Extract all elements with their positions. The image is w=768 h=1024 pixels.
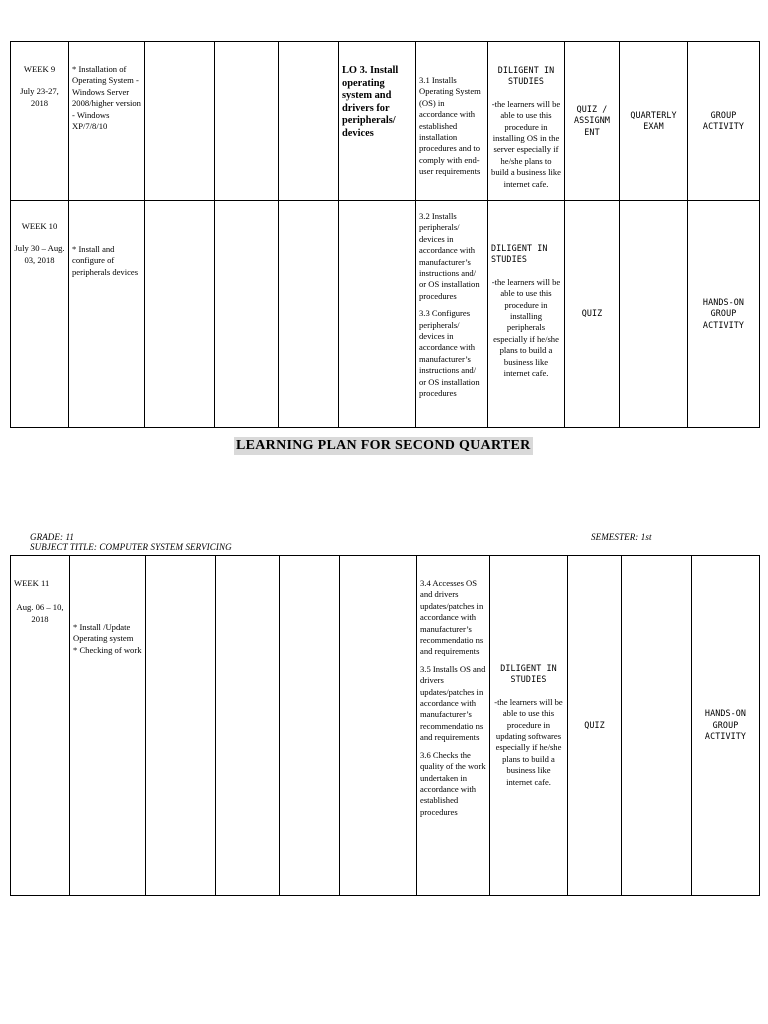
empty-cell [215,201,279,428]
week-label: WEEK 11 [14,578,50,588]
subject-title: SUBJECT TITLE: COMPUTER SYSTEM SERVICING [30,542,232,552]
week-label: WEEK 9 [23,64,56,74]
table-row [11,201,760,428]
activity-cell: HANDS-ON GROUP ACTIVITY [692,556,760,896]
empty-cell [340,556,417,896]
values-title: DILIGENT IN STUDIES [500,662,557,685]
competency-item: 3.3 Configures peripherals/ devices in accordance with manufacturer’s instructions and/ or OS installation procedures [419,308,480,399]
content-item: * Install /Update Operating system [73,622,134,644]
empty-cell [279,201,339,428]
competency-item: 3.4 Accesses OS and drivers updates/patches in accordance with manufacturer’s recommendatio ns and requirements [420,578,484,657]
week-cell [11,201,69,428]
activity-cell: GROUP ACTIVITY [688,42,760,201]
content-cell [70,556,146,896]
values-text: -the learners will be able to use this procedure in updating softwares especially if he/she plans to build a business like internet cafe. [494,696,563,787]
empty-cell [145,201,215,428]
empty-cell [215,42,279,201]
empty-cell [216,556,280,896]
competency-item: 3.2 Installs peripherals/ devices in accordance with manufacturer’s instructions and/ or OS installation procedures [419,211,480,301]
week-dates: Aug. 06 – 10, 2018 [16,602,64,624]
table-row [11,42,760,201]
content-line: * Installation of Operating System - [72,64,139,86]
empty-cell [146,556,216,896]
week-dates: July 30 – Aug. 03, 2018 [14,243,65,265]
values-text: -the learners will be able to use this procedure in installing peripherals especially if he/she plans to build a business like internet cafe. [491,276,561,379]
values-title: DILIGENT IN STUDIES [497,65,555,87]
table-row [11,556,760,896]
quarter-title: LEARNING PLAN FOR SECOND QUARTER [236,438,531,453]
values-cell [488,42,565,201]
values-title: DILIGENT IN STUDIES [491,243,548,265]
learning-outcome: LO 3. Install operating system and drivers for peripherals/ devices [339,42,416,201]
week-dates: July 23-27, 2018 [20,86,59,108]
empty-cell [339,201,416,428]
empty-cell [622,556,692,896]
values-cell [488,201,565,428]
content-line: - Windows XP/7/8/10 [72,109,110,132]
assessment-cell: QUIZ [568,556,622,896]
assessment-cell: QUIZ / ASSIGNM ENT [565,42,620,201]
competency-item: 3.6 Checks the quality of the work undertaken in accordance with established procedures [420,749,486,817]
empty-cell [620,201,688,428]
competency-cell: 3.1 Installs Operating System (OS) in accordance with established installation procedures and to comply with end-user requirements [416,42,488,201]
grade-label: GRADE: 11 [30,532,74,542]
empty-cell [279,42,339,201]
learning-plan-table-second [10,555,760,896]
empty-cell [145,42,215,201]
values-cell [490,556,568,896]
week-cell [11,42,69,201]
values-text: -the learners will be able to use this procedure in installing OS in the server especially if he/she plans to build a business like internet cafe. [491,98,561,189]
week-cell [11,556,70,896]
exam-cell: QUARTERLY EXAM [620,42,688,201]
content-line: Windows Server 2008/higher version [72,86,141,109]
semester-label: SEMESTER: 1st [591,532,652,542]
assessment-cell: QUIZ [565,201,620,428]
competency-cell [417,556,490,896]
content-cell [69,42,145,201]
learning-plan-table-first [10,41,760,428]
activity-cell: HANDS-ON GROUP ACTIVITY [688,201,760,428]
week-label: WEEK 10 [21,221,58,231]
competency-item: 3.5 Installs OS and drivers updates/patches in accordance with manufacturer’s recommendatio ns and requirements [420,663,486,743]
content-cell: * Install and configure of peripherals devices [69,201,145,428]
competency-cell [416,201,488,428]
empty-cell [280,556,340,896]
content-item: * Checking of work [73,644,142,655]
